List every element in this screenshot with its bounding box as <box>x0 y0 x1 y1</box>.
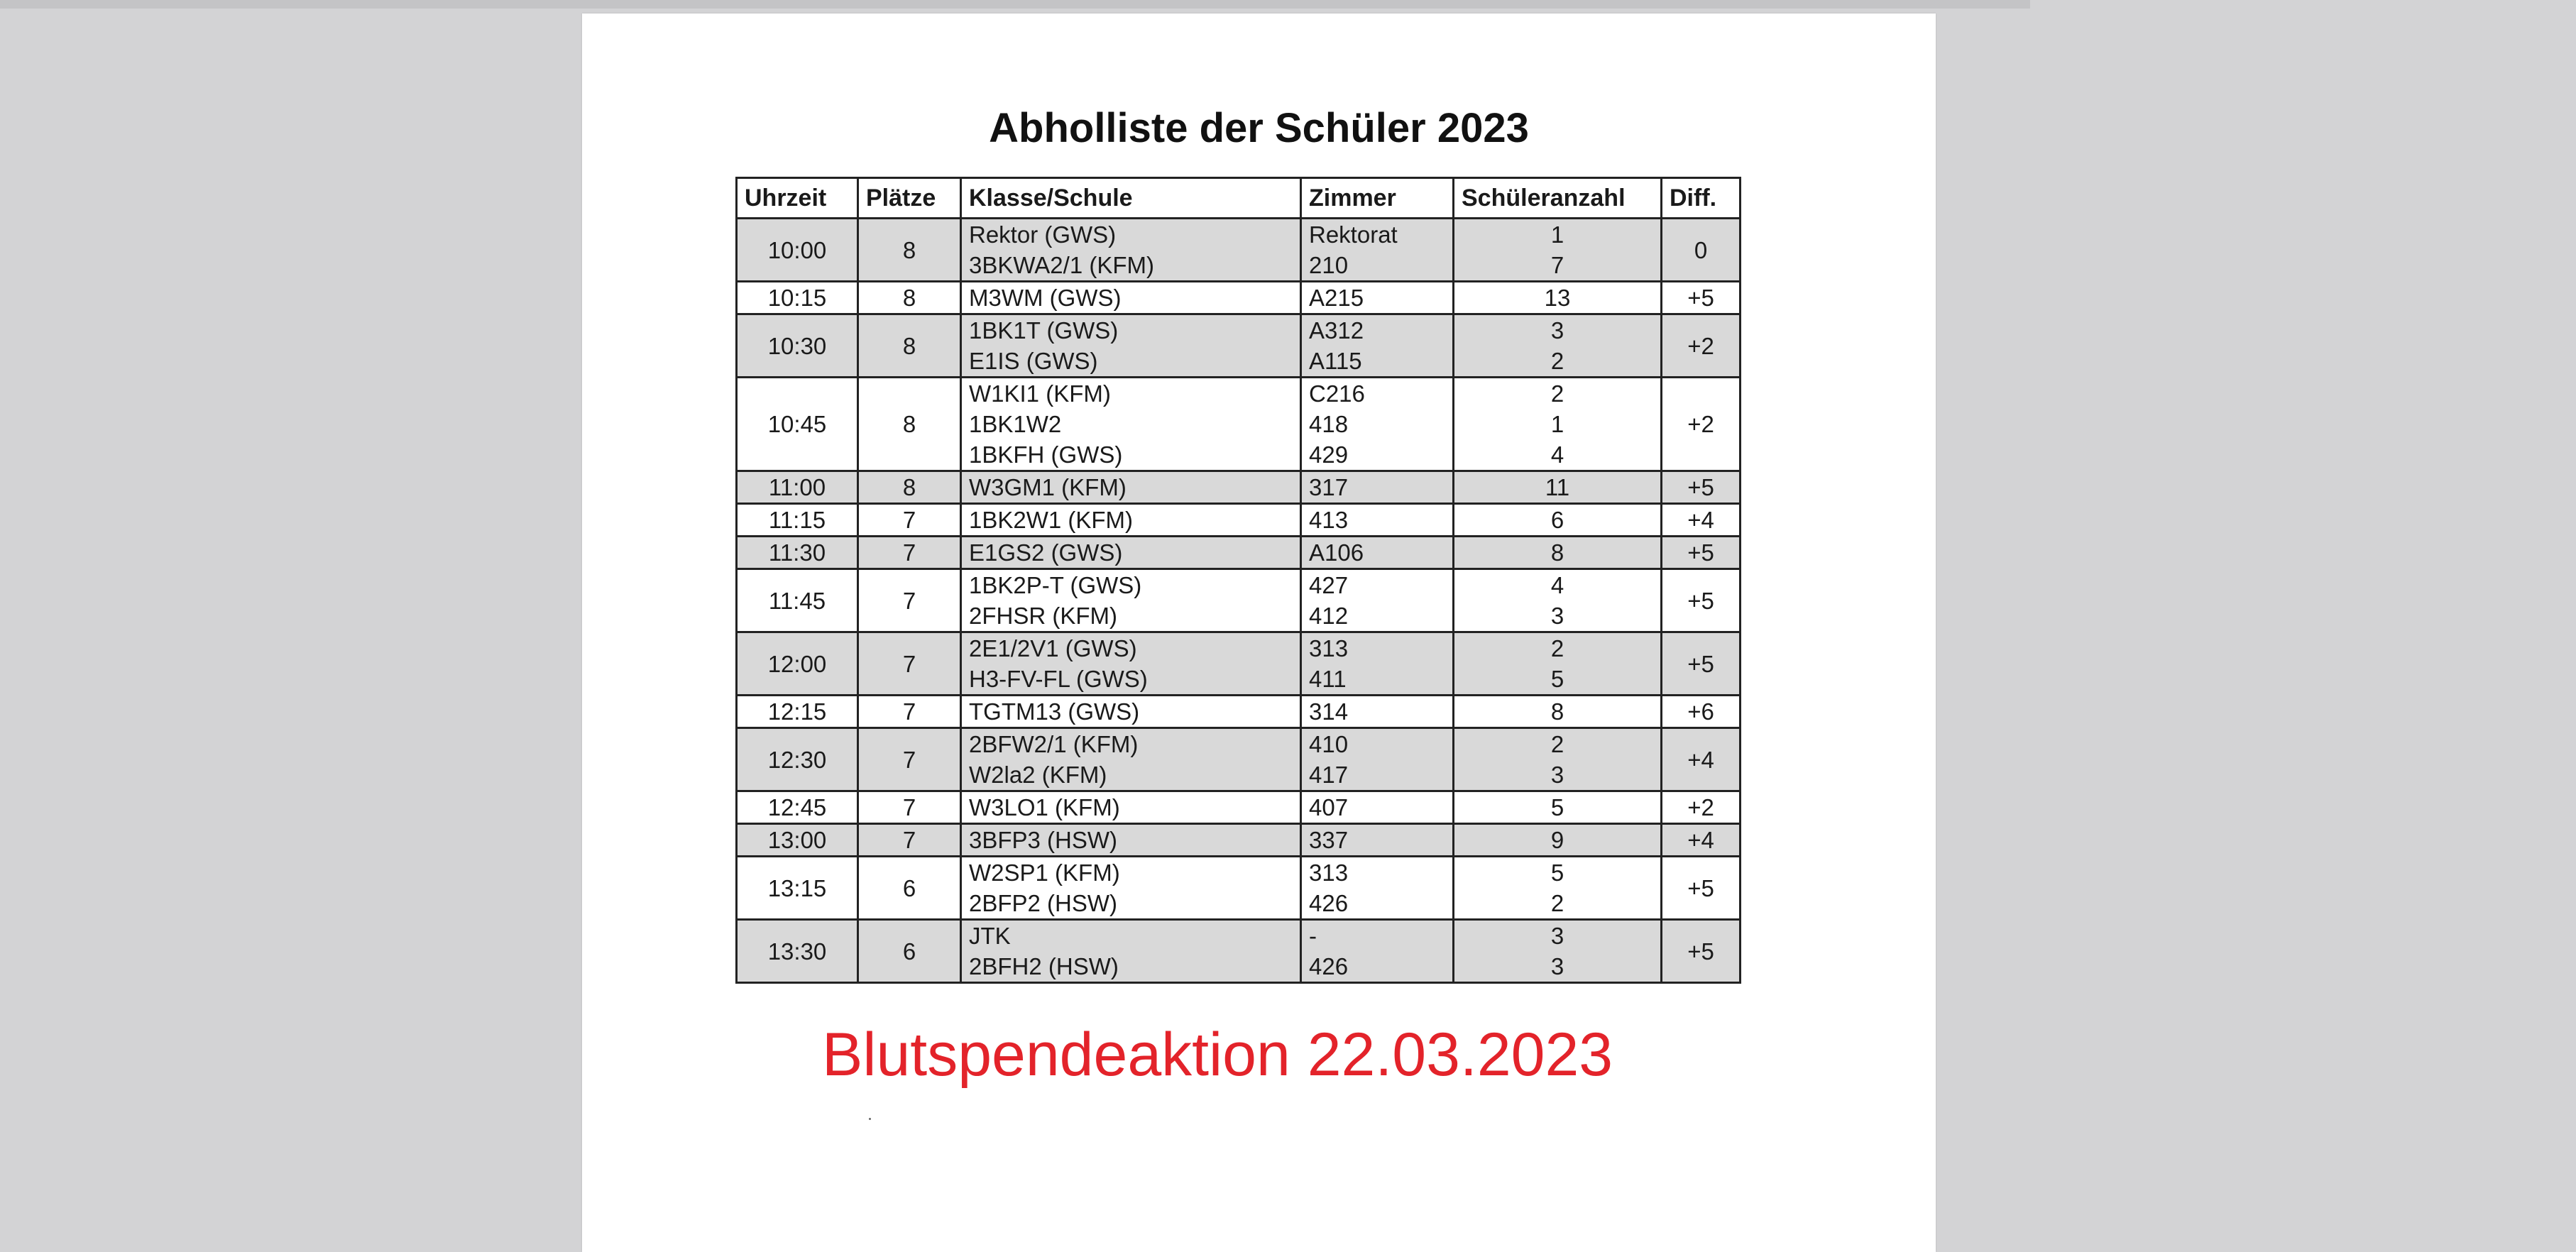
cell-diff: +4 <box>1662 728 1741 791</box>
cell-class <box>961 824 1301 857</box>
cell-room <box>1301 219 1454 282</box>
student-count: 3 <box>1550 953 1564 979</box>
cell-class <box>961 282 1301 314</box>
cell-class <box>961 696 1301 728</box>
cell-seats: 7 <box>858 824 961 857</box>
room-entry: 407 <box>1309 794 1349 820</box>
room-entry: 314 <box>1309 698 1349 725</box>
cell-time: 10:00 <box>737 219 858 282</box>
header-class: Klasse/Schule <box>961 178 1301 219</box>
cell-time: 11:00 <box>737 471 858 504</box>
table-row <box>737 728 1741 791</box>
room-entry: A106 <box>1309 539 1364 566</box>
cell-seats: 6 <box>858 857 961 920</box>
class-entry: Rektor (GWS) <box>969 221 1117 248</box>
cell-time: 11:15 <box>737 504 858 537</box>
student-count: 8 <box>1550 539 1564 566</box>
class-entry: 2BFH2 (HSW) <box>969 953 1119 979</box>
room-entry: 411 <box>1309 666 1347 692</box>
cell-time: 10:45 <box>737 378 858 471</box>
cell-room <box>1301 569 1454 632</box>
cell-class <box>961 537 1301 569</box>
room-entry: A312 <box>1309 317 1364 344</box>
class-entry: 1BK1T (GWS) <box>969 317 1119 344</box>
room-entry: 317 <box>1309 474 1349 500</box>
class-entry: 2BFP2 (HSW) <box>969 890 1118 916</box>
room-entry: 429 <box>1309 441 1349 468</box>
cell-students <box>1454 791 1662 824</box>
table-row <box>737 504 1741 537</box>
cell-room <box>1301 537 1454 569</box>
student-count: 2 <box>1550 731 1564 757</box>
table-row <box>737 632 1741 696</box>
student-count: 5 <box>1550 794 1564 820</box>
student-count: 2 <box>1550 890 1564 916</box>
pickup-table-container <box>735 177 1739 984</box>
cell-diff: +5 <box>1662 920 1741 983</box>
cell-seats: 8 <box>858 282 961 314</box>
class-entry: W2SP1 (KFM) <box>969 860 1120 886</box>
student-count: 3 <box>1550 923 1564 949</box>
class-entry: E1IS (GWS) <box>969 348 1098 374</box>
cell-time: 12:00 <box>737 632 858 696</box>
student-count: 7 <box>1550 252 1564 278</box>
cell-seats: 7 <box>858 791 961 824</box>
room-entry: 426 <box>1309 890 1349 916</box>
cell-room <box>1301 728 1454 791</box>
class-entry: W1KI1 (KFM) <box>969 380 1111 407</box>
header-time: Uhrzeit <box>737 178 858 219</box>
student-count: 3 <box>1550 317 1564 344</box>
cell-students <box>1454 824 1662 857</box>
cell-students <box>1454 632 1662 696</box>
event-caption: Blutspendeaktion 22.03.2023 <box>822 1021 1613 1089</box>
class-entry: 2FHSR (KFM) <box>969 603 1117 629</box>
class-entry: H3-FV-FL (GWS) <box>969 666 1148 692</box>
class-entry: 1BK1W2 <box>969 411 1062 437</box>
class-entry: JTK <box>969 923 1011 949</box>
class-entry: 2E1/2V1 (GWS) <box>969 635 1137 661</box>
cell-diff: +5 <box>1662 282 1741 314</box>
cell-time: 13:15 <box>737 857 858 920</box>
table-row <box>737 920 1741 983</box>
cell-diff: +5 <box>1662 632 1741 696</box>
room-entry: 410 <box>1309 731 1349 757</box>
room-entry: 313 <box>1309 860 1349 886</box>
room-entry: 417 <box>1309 762 1349 788</box>
cell-class <box>961 569 1301 632</box>
class-entry: 1BK2P-T (GWS) <box>969 572 1142 598</box>
cell-time: 12:45 <box>737 791 858 824</box>
table-row <box>737 282 1741 314</box>
cell-room <box>1301 632 1454 696</box>
student-count: 5 <box>1550 860 1564 886</box>
student-count: 3 <box>1550 603 1564 629</box>
student-count: 3 <box>1550 762 1564 788</box>
header-diff: Diff. <box>1662 178 1741 219</box>
cell-room <box>1301 314 1454 378</box>
cell-class <box>961 857 1301 920</box>
class-entry: E1GS2 (GWS) <box>969 539 1123 566</box>
cell-seats: 7 <box>858 569 961 632</box>
room-entry: 313 <box>1309 635 1349 661</box>
cell-class <box>961 728 1301 791</box>
student-count: 4 <box>1550 572 1564 598</box>
cell-class <box>961 791 1301 824</box>
cell-room <box>1301 791 1454 824</box>
room-entry: A115 <box>1309 348 1362 374</box>
pickup-table <box>735 177 1741 984</box>
class-entry: 1BKFH (GWS) <box>969 441 1123 468</box>
cell-diff: +2 <box>1662 378 1741 471</box>
table-row <box>737 791 1741 824</box>
cell-students <box>1454 537 1662 569</box>
table-row <box>737 378 1741 471</box>
cell-room <box>1301 696 1454 728</box>
cell-diff: +4 <box>1662 504 1741 537</box>
room-entry: 337 <box>1309 827 1349 853</box>
scan-speck <box>869 1118 871 1120</box>
room-entry: A215 <box>1309 285 1364 311</box>
room-entry: - <box>1309 923 1317 949</box>
cell-seats: 8 <box>858 314 961 378</box>
class-entry: 1BK2W1 (KFM) <box>969 507 1134 533</box>
cell-diff: +2 <box>1662 791 1741 824</box>
student-count: 4 <box>1550 441 1564 468</box>
table-row <box>737 696 1741 728</box>
student-count: 2 <box>1550 635 1564 661</box>
cell-seats: 7 <box>858 728 961 791</box>
student-count: 1 <box>1550 411 1564 437</box>
table-row <box>737 857 1741 920</box>
room-entry: 412 <box>1309 603 1349 629</box>
room-entry: 413 <box>1309 507 1349 533</box>
cell-room <box>1301 504 1454 537</box>
document-page <box>582 13 1936 1252</box>
cell-students <box>1454 504 1662 537</box>
cell-room <box>1301 471 1454 504</box>
cell-time: 10:15 <box>737 282 858 314</box>
cell-students <box>1454 857 1662 920</box>
cell-students <box>1454 471 1662 504</box>
cell-diff: 0 <box>1662 219 1741 282</box>
class-entry: W3GM1 (KFM) <box>969 474 1127 500</box>
cell-diff: +2 <box>1662 314 1741 378</box>
cell-students <box>1454 219 1662 282</box>
cell-room <box>1301 920 1454 983</box>
room-entry: 427 <box>1309 572 1349 598</box>
room-entry: Rektorat <box>1309 221 1398 248</box>
class-entry: 2BFW2/1 (KFM) <box>969 731 1139 757</box>
cell-room <box>1301 378 1454 471</box>
table-row <box>737 569 1741 632</box>
cell-diff: +5 <box>1662 471 1741 504</box>
student-count: 13 <box>1544 285 1571 311</box>
room-entry: C216 <box>1309 380 1365 407</box>
class-entry: 3BKWA2/1 (KFM) <box>969 252 1154 278</box>
table-body <box>737 219 1741 983</box>
room-entry: 210 <box>1309 252 1349 278</box>
header-room: Zimmer <box>1301 178 1454 219</box>
cell-time: 11:45 <box>737 569 858 632</box>
cell-time: 12:30 <box>737 728 858 791</box>
room-entry: 418 <box>1309 411 1349 437</box>
cell-time: 11:30 <box>737 537 858 569</box>
cell-room <box>1301 857 1454 920</box>
cell-diff: +4 <box>1662 824 1741 857</box>
cell-class <box>961 314 1301 378</box>
student-count: 11 <box>1545 474 1570 500</box>
room-entry: 426 <box>1309 953 1349 979</box>
cell-seats: 6 <box>858 920 961 983</box>
header-seats: Plätze <box>858 178 961 219</box>
student-count: 5 <box>1550 666 1564 692</box>
cell-seats: 8 <box>858 219 961 282</box>
student-count: 9 <box>1550 827 1564 853</box>
cell-class <box>961 504 1301 537</box>
cell-diff: +6 <box>1662 696 1741 728</box>
cell-class <box>961 378 1301 471</box>
cell-seats: 8 <box>858 471 961 504</box>
table-header-row <box>737 178 1741 219</box>
cell-students <box>1454 282 1662 314</box>
cell-time: 13:00 <box>737 824 858 857</box>
student-count: 2 <box>1550 348 1564 374</box>
cell-class <box>961 471 1301 504</box>
cell-students <box>1454 728 1662 791</box>
header-students: Schüleranzahl <box>1454 178 1662 219</box>
cell-seats: 7 <box>858 632 961 696</box>
class-entry: W3LO1 (KFM) <box>969 794 1120 820</box>
cell-time: 10:30 <box>737 314 858 378</box>
cell-diff: +5 <box>1662 857 1741 920</box>
class-entry: TGTM13 (GWS) <box>969 698 1140 725</box>
cell-room <box>1301 824 1454 857</box>
cell-time: 13:30 <box>737 920 858 983</box>
table-row <box>737 219 1741 282</box>
cell-students <box>1454 920 1662 983</box>
cell-class <box>961 920 1301 983</box>
table-row <box>737 537 1741 569</box>
cell-students <box>1454 569 1662 632</box>
cell-class <box>961 219 1301 282</box>
cell-time: 12:15 <box>737 696 858 728</box>
cell-seats: 7 <box>858 537 961 569</box>
document-title: Abholliste der Schüler 2023 <box>989 105 1529 151</box>
cell-class <box>961 632 1301 696</box>
cell-students <box>1454 696 1662 728</box>
cell-seats: 8 <box>858 378 961 471</box>
student-count: 8 <box>1550 698 1564 725</box>
student-count: 6 <box>1550 507 1564 533</box>
cell-room <box>1301 282 1454 314</box>
table-row <box>737 824 1741 857</box>
class-entry: W2la2 (KFM) <box>969 762 1107 788</box>
student-count: 2 <box>1550 380 1564 407</box>
table-row <box>737 471 1741 504</box>
cell-seats: 7 <box>858 504 961 537</box>
cell-students <box>1454 378 1662 471</box>
table-row <box>737 314 1741 378</box>
class-entry: 3BFP3 (HSW) <box>969 827 1118 853</box>
cell-diff: +5 <box>1662 537 1741 569</box>
cell-diff: +5 <box>1662 569 1741 632</box>
class-entry: M3WM (GWS) <box>969 285 1122 311</box>
cell-students <box>1454 314 1662 378</box>
viewer-top-strip <box>0 0 2030 9</box>
student-count: 1 <box>1550 221 1564 248</box>
cell-seats: 7 <box>858 696 961 728</box>
